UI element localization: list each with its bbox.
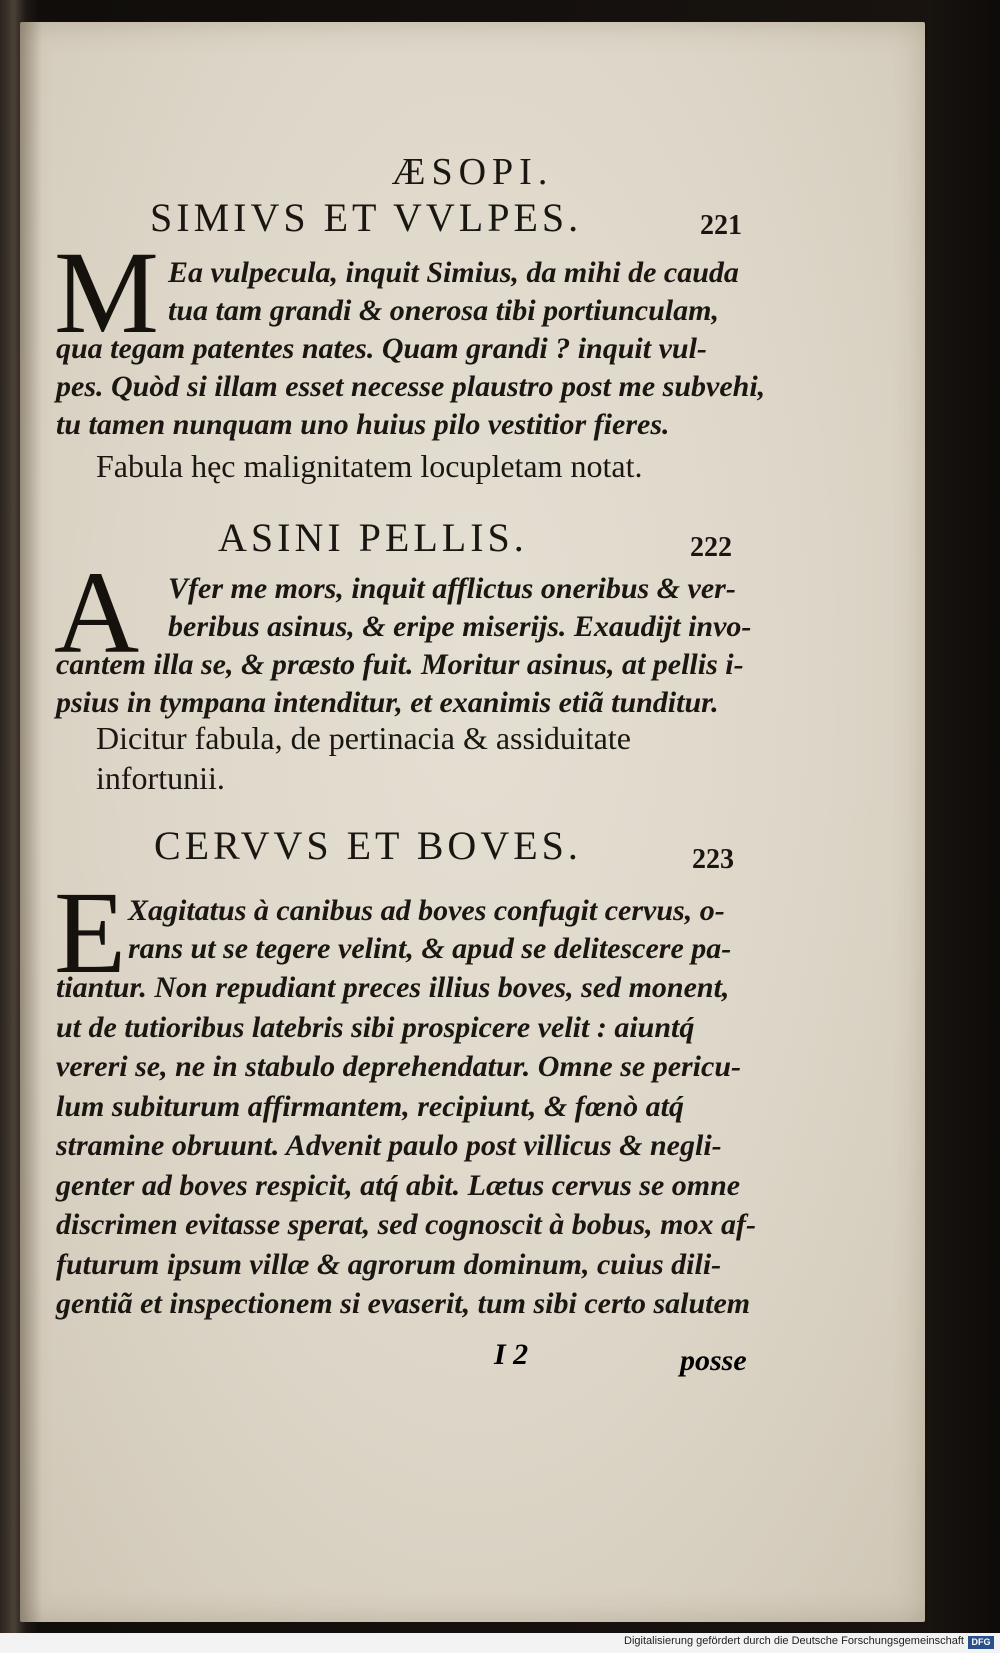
- fable-text: cantem illa se, & præsto fuit. Moritur asinus, at pellis i- psius in tympana intenditur, et exanimis etiã tunditur.: [56, 648, 744, 719]
- fable-text-indented: Vfer me mors, inquit afflictus oneribus & ver- beribus asinus, & eripe miserijs. Exaudijt invo-: [168, 572, 752, 643]
- fable-number: 223: [692, 844, 734, 875]
- fable-text-indented: Xagitatus à canibus ad boves confugit cervus, o- rans ut se tegere velint, & apud se delitescere pa-: [128, 894, 732, 965]
- drop-capital: E: [54, 867, 127, 998]
- catchword: posse: [680, 1344, 747, 1377]
- fable-title: ASINI PELLIS.: [218, 515, 528, 560]
- drop-capital: M: [54, 227, 159, 358]
- dfg-logo: DFG: [968, 1636, 994, 1649]
- fable-moral: Dicitur fabula, de pertinacia & assiduitate infortunii.: [96, 720, 631, 796]
- fable-title: CERVVS ET BOVES.: [154, 823, 582, 868]
- fable-text: qua tegam patentes nates. Quam grandi ? inquit vul- pes. Quòd si illam esset necesse plaustro post me subvehi, tu tamen nunquam uno huius pilo vestitior fieres.: [56, 332, 766, 441]
- fable-moral: Fabula hęc malignitatem locupletam notat.: [96, 448, 643, 484]
- footer-credit: Digitalisierung gefördert durch die Deutsche Forschungsgemeinschaft: [624, 1635, 964, 1647]
- fable-title: SIMIVS ET VVLPES.: [150, 195, 583, 240]
- fable-number: 221: [700, 210, 742, 241]
- fable-text: tiantur. Non repudiant preces illius boves, sed monent, ut de tutioribus latebris sibi prospicere velit : aiuntq́ vereri se, ne in stabulo deprehendatur. Omne se pericu- lum subiturum affirmantem, recipiunt, & fœnò atq́ stramine obruunt. Advenit paulo post villicus & negli- genter ad boves respicit, atq́ abit. Lætus cervus se omne discrimen evitasse sperat, sed cognoscit à bobus, mox af- futurum ipsum villæ & agrorum dominum, cuius dili- gentiã et inspectionem si evaserit, tum sibi certo salutem: [56, 971, 756, 1320]
- fable-number: 222: [690, 532, 732, 563]
- running-head: ÆSOPI.: [391, 151, 554, 193]
- book-page: [20, 22, 925, 1622]
- drop-capital: A: [54, 547, 140, 678]
- signature-mark: I 2: [494, 1338, 529, 1371]
- fable-text-indented: Ea vulpecula, inquit Simius, da mihi de cauda tua tam grandi & onerosa tibi portiunculam,: [168, 256, 739, 327]
- page-gutter-shadow: [20, 22, 42, 1622]
